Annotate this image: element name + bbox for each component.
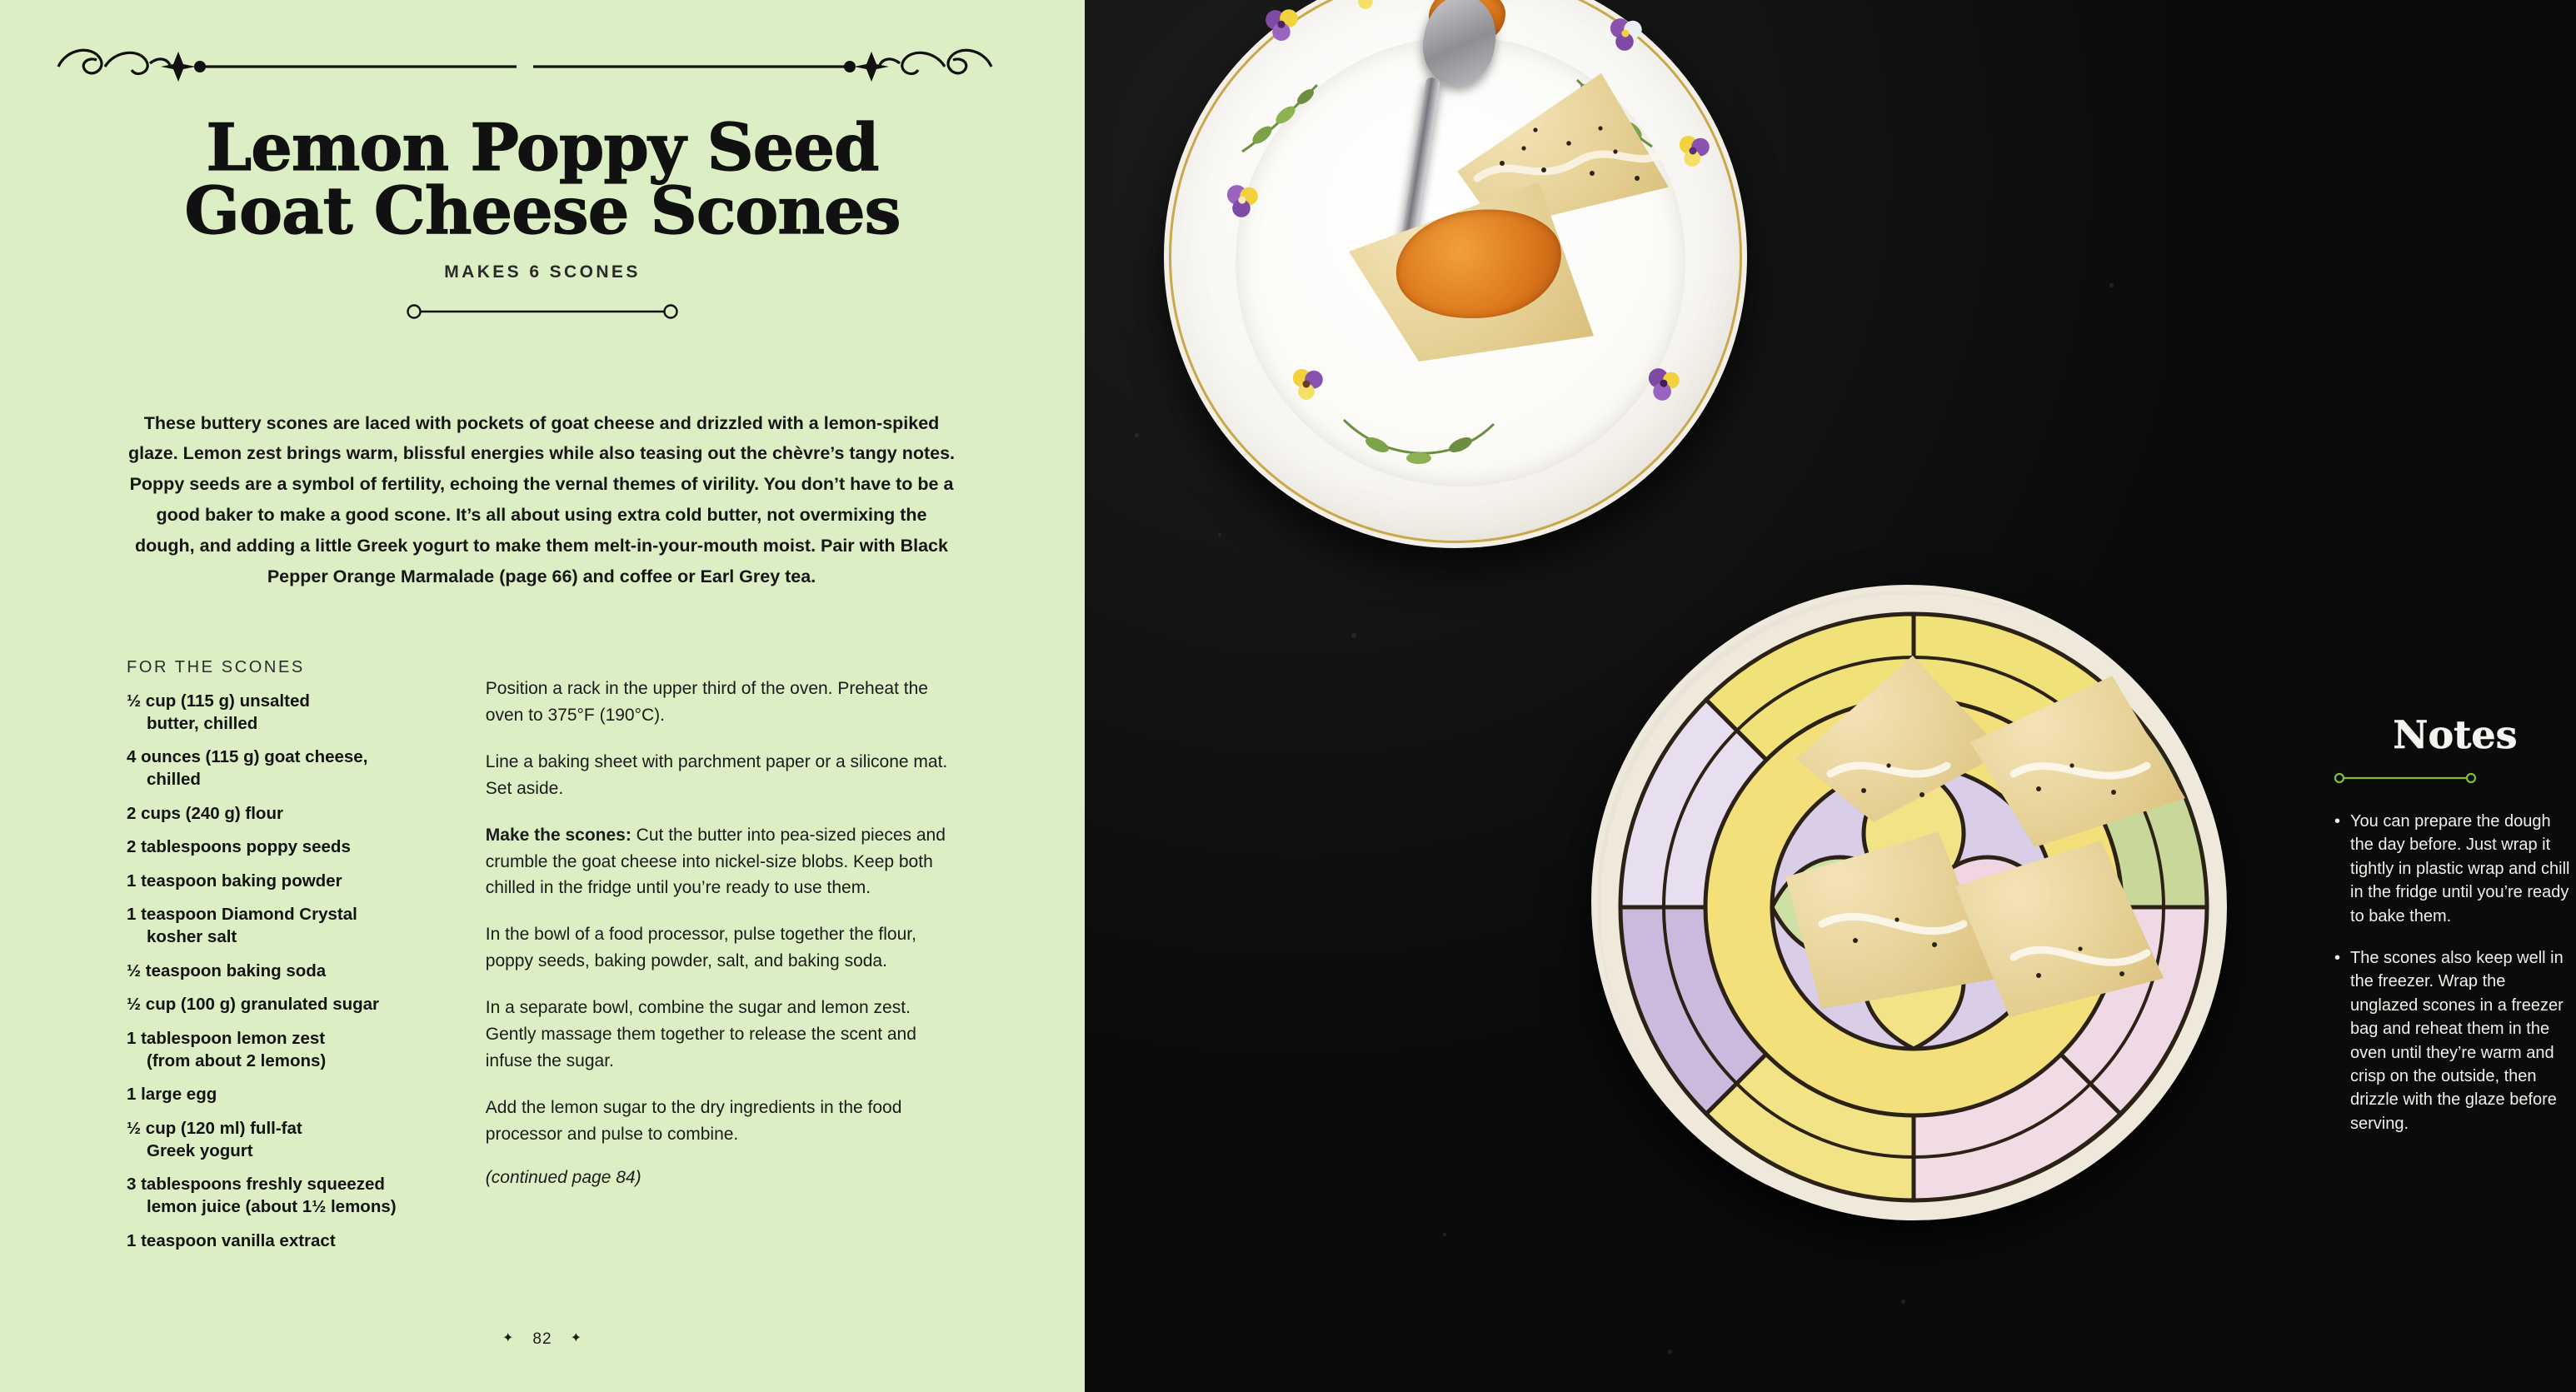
ingredient-text: 4 ounces (115 g) goat cheese,: [127, 747, 368, 767]
method-step: [486, 822, 960, 902]
bullet-icon: •: [2334, 812, 2341, 831]
ingredient-item: [127, 746, 446, 791]
yield-label: MAKES 6 SCONES: [444, 262, 641, 282]
floral-china-plate: [1164, 0, 1747, 548]
page-title: [0, 110, 1085, 250]
ingredient-text: 2 tablespoons poppy seeds: [127, 837, 351, 857]
ornamental-divider-icon: [33, 33, 1016, 100]
surface-speck: [2109, 283, 2114, 287]
ingredient-item: [127, 1230, 446, 1253]
ingredient-text: 1 tablespoon lemon zest: [127, 1029, 326, 1049]
ingredient-item: [127, 960, 446, 983]
pansy-flower-icon: [1670, 128, 1715, 173]
dot-rule-divider-icon: [405, 304, 680, 319]
note-list-item: [2334, 810, 2576, 928]
method-step: In a separate bowl, combine the sugar and lemon zest. Gently massage them together to release the scent and infuse the sugar.: [485, 998, 916, 1070]
sparkle-icon: ✦: [570, 1331, 582, 1345]
ingredient-text-cont: kosher salt: [147, 927, 237, 947]
ingredient-text-cont: lemon juice (about 1½ lemons): [147, 1196, 397, 1216]
surface-speck: [1218, 533, 1221, 536]
photo-page: [1085, 0, 2570, 1392]
leaf-spray-icon: [1234, 68, 1334, 168]
notes-title: Notes: [2393, 712, 2518, 757]
page-number: 82: [532, 1330, 552, 1348]
leaf-spray-icon: [1335, 387, 1502, 495]
ingredients-heading: FOR THE SCONES: [127, 658, 305, 676]
poppy-seed-speckle: [1444, 72, 1677, 238]
ingredient-text: 2 cups (240 g) flour: [127, 803, 283, 823]
recipe-page: [0, 0, 1085, 1392]
ingredient-text: ½ cup (115 g) unsalted: [127, 691, 310, 711]
ingredient-item: [127, 1174, 446, 1218]
pansy-flower-icon: [1219, 178, 1264, 223]
notes-divider-icon: [2334, 772, 2476, 784]
glaze-drizzle: [1764, 649, 2197, 1032]
ingredient-text: ½ cup (120 ml) full-fat: [127, 1118, 302, 1138]
ingredient-item: [127, 994, 446, 1016]
title-block: [0, 110, 1085, 323]
ingredient-item: [127, 691, 446, 735]
ingredient-text-cont: butter, chilled: [147, 713, 258, 733]
method-step: Line a baking sheet with parchment paper or a silicone mat. Set aside.: [485, 751, 948, 798]
ingredient-text: ½ teaspoon baking soda: [127, 960, 327, 980]
ingredient-item: [127, 1118, 446, 1162]
step-text: Cut the butter into pea-sized pieces and crumble the goat cheese into nickel-size blobs. Keep both chilled in the fridge until you’re ready to use them.: [485, 825, 946, 898]
ingredient-item: [127, 1028, 446, 1072]
ingredient-item: [127, 836, 446, 859]
bullet-icon: •: [2334, 948, 2341, 967]
sparkle-icon: ✦: [502, 1331, 515, 1345]
ingredient-item: [127, 1084, 446, 1106]
pansy-flower-icon: [1284, 362, 1329, 407]
ingredient-text: 1 teaspoon Diamond Crystal: [127, 905, 357, 925]
ingredient-text: 1 teaspoon vanilla extract: [127, 1230, 336, 1250]
ingredient-text: 1 teaspoon baking powder: [127, 871, 342, 891]
pansy-flower-icon: [1640, 362, 1685, 407]
pansy-flower-icon: [1345, 0, 1385, 15]
method-column: [486, 658, 960, 1264]
note-text: You can prepare the dough the day before. Just wrap it tightly in plastic wrap and chill in the fridge until you’re ready to bake them.: [2350, 812, 2570, 926]
ingredient-text-cont: (from about 2 lemons): [147, 1050, 327, 1070]
pansy-flower-icon: [1259, 3, 1304, 48]
method-step: Position a rack in the upper third of the oven. Preheat the oven to 375°F (190°C).: [485, 679, 928, 725]
notes-panel: [2334, 712, 2576, 1154]
pansy-flower-icon: [1602, 12, 1647, 57]
surface-speck: [1443, 1233, 1446, 1236]
ingredient-text: 3 tablespoons freshly squeezed: [127, 1175, 385, 1195]
title-line-2: Goat Cheese Scones: [184, 173, 901, 250]
ingredients-column: [127, 658, 446, 1264]
method-step: In the bowl of a food processor, pulse together the flour, poppy seeds, baking powder, salt, and baking soda.: [485, 925, 916, 971]
note-list-item: [2334, 946, 2576, 1135]
method-step: Add the lemon sugar to the dry ingredients in the food processor and pulse to combine.: [485, 1097, 902, 1144]
surface-speck: [1668, 1350, 1672, 1354]
title-line-1: Lemon Poppy Seed: [206, 110, 879, 186]
surface-speck: [1351, 633, 1356, 638]
surface-speck: [1901, 1300, 1905, 1304]
recipe-columns: [127, 658, 960, 1264]
ingredient-item: [127, 871, 446, 893]
ingredient-text: ½ cup (100 g) granulated sugar: [127, 995, 380, 1015]
continued-note: (continued page 84): [485, 1167, 642, 1187]
ingredient-text-cont: Greek yogurt: [147, 1140, 253, 1160]
step-lead-in: Make the scones:: [485, 825, 632, 845]
surface-speck: [1135, 433, 1139, 437]
stained-glass-plate: [1591, 585, 2224, 1218]
ingredient-text-cont: chilled: [147, 769, 201, 789]
ingredient-item: [127, 803, 446, 826]
note-text: The scones also keep well in the freezer. Wrap the unglazed scones in a freezer bag and reheat them in the oven until they’re warm and crisp on the outside, then drizzle with the glaze before serving.: [2350, 948, 2564, 1133]
ingredient-text: 1 large egg: [127, 1085, 217, 1105]
page-footer: [0, 1330, 1085, 1349]
ingredient-item: [127, 904, 446, 948]
recipe-intro: These buttery scones are laced with pockets of goat cheese and drizzled with a lemon-spiked glaze. Lemon zest brings warm, blissful energies while also teasing out the chèvre’s tangy notes. Poppy seeds are a symbol of fertility, echoing the vernal themes of virility. You don’t have to be a good baker to make a good scone. It’s all about using extra cold butter, not overmixing the dough, and adding a little Greek yogurt to make them melt-in-your-mouth moist. Pair with Black Pepper Orange Marmalade (page 66) and coffee or Earl Grey tea.: [127, 412, 956, 587]
